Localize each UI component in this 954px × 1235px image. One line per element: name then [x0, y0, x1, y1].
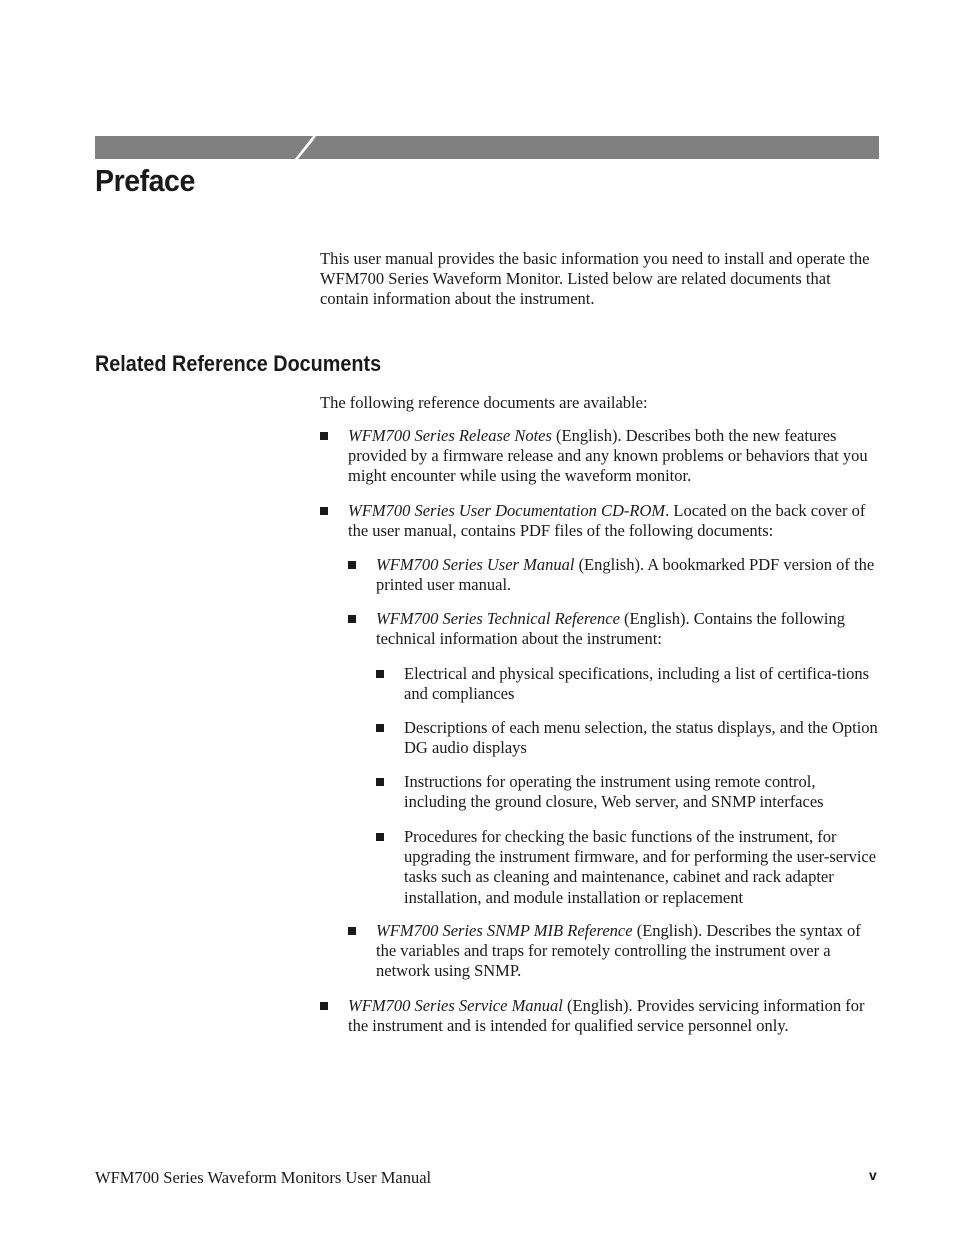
bullet-square-icon: [320, 1002, 328, 1010]
intro-paragraph: This user manual provides the basic information you need to install and operate the WFM700 Series Waveform Monitor. Listed below are related documents that contain information about the instrument.: [320, 249, 870, 309]
list-item-text: Procedures for checking the basic functions of the instrument, for upgrading the instrument firmware, and for performing the user-service tasks such as cleaning and maintenance, cabinet and rack adapter installation, and module installation or replacement: [404, 827, 877, 907]
list-item-text: [376, 921, 878, 982]
header-bar-slash: [295, 136, 317, 159]
bullet-square-icon: [348, 561, 356, 569]
footer-page-number: v: [869, 1167, 877, 1183]
list-item-text: [348, 501, 878, 541]
list-item-text: [376, 609, 878, 649]
list-item-text: Electrical and physical specifications, including a list of certifica-tions and compliances: [404, 664, 870, 704]
document-description: (English). Describes the syntax of the variables and traps for remotely controlling the instrument over a network using SNMP.: [376, 921, 861, 981]
page-title: Preface: [95, 163, 195, 198]
document-title: WFM700 Series User Manual: [376, 555, 575, 574]
list-item-text: [348, 426, 878, 487]
list-item-text: [376, 555, 878, 595]
document-description: (English). Contains the following technical information about the instrument:: [376, 609, 845, 649]
document-title: WFM700 Series Service Manual: [348, 996, 563, 1015]
bullet-square-icon: [320, 507, 328, 515]
footer-manual-title: WFM700 Series Waveform Monitors User Manual: [95, 1168, 432, 1187]
bullet-square-icon: [320, 432, 328, 440]
bullet-square-icon: [376, 724, 384, 732]
bullet-square-icon: [376, 778, 384, 786]
bullet-square-icon: [376, 670, 384, 678]
chapter-header-bar: [95, 136, 879, 159]
document-description: (English). Describes both the new features provided by a firmware release and any known problems or behaviors that you might encounter while using the waveform monitor.: [348, 426, 868, 486]
list-item-text: Descriptions of each menu selection, the status displays, and the Option DG audio displays: [404, 718, 878, 758]
bullet-square-icon: [348, 927, 356, 935]
document-description: (English). A bookmarked PDF version of the printed user manual.: [376, 555, 875, 595]
header-bar-right-segment: [317, 136, 879, 159]
header-bar-left-segment: [95, 136, 295, 159]
bullet-square-icon: [348, 615, 356, 623]
section-title: Related Reference Documents: [95, 351, 382, 376]
document-title: WFM700 Series User Documentation CD-ROM: [348, 501, 666, 520]
list-item-text: [348, 996, 878, 1036]
document-title: WFM700 Series Release Notes: [348, 426, 552, 445]
bullet-square-icon: [376, 833, 384, 841]
document-description: (English). Provides servicing information for the instrument and is intended for qualified service personnel only.: [348, 996, 865, 1036]
document-title: WFM700 Series SNMP MIB Reference: [376, 921, 633, 940]
section-lead-paragraph: The following reference documents are available:: [320, 393, 648, 412]
list-item-text: Instructions for operating the instrument using remote control, including the ground closure, Web server, and SNMP interfaces: [404, 772, 824, 812]
document-description: . Located on the back cover of the user manual, contains PDF files of the following documents:: [348, 501, 866, 541]
document-title: WFM700 Series Technical Reference: [376, 609, 620, 628]
